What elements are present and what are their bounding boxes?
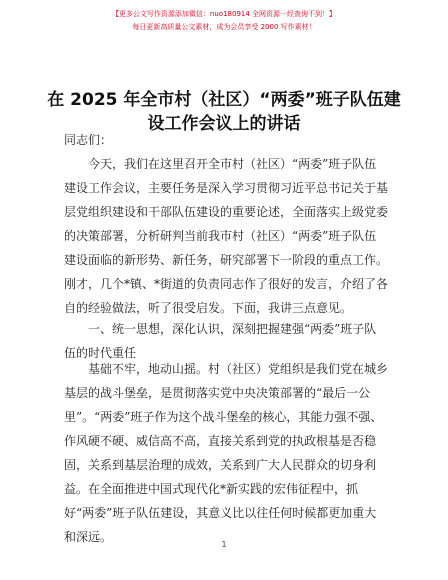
paragraph-1-line: 层党组织建设和干部队伍建设的重要论述，全面落实上级党委 — [64, 205, 389, 219]
section-heading-line: 一、统一思想，深化认识，深刻把握建强“两委”班子队 — [88, 322, 377, 336]
section-heading-line: 伍的时代重任 — [64, 346, 137, 360]
paragraph-1 — [64, 152, 394, 320]
paragraph-2 — [64, 357, 394, 549]
paragraph-2-line: 基层的战斗堡垒，是贯彻落实党中央决策部署的“最后一公 — [64, 386, 371, 400]
paragraph-2-line: 和深远。 — [64, 530, 113, 544]
paragraph-1-line: 建设面临的新形势、新任务，研究部署下一阶段的重点工作。 — [64, 253, 389, 267]
paragraph-2-line: 基础不牢，地动山摇。村（社区）党组织是我们党在城乡 — [88, 362, 389, 376]
paragraph-2-line: 固，关系到基层治理的成效，关系到广大人民群众的切身利 — [64, 458, 377, 472]
paragraph-1-line: 自的经验做法，听了很受启发。下面，我讲三点意见。 — [64, 301, 353, 315]
paragraph-2-line: 好“两委”班子队伍建设，其意义比以往任何时候都更加重大 — [64, 506, 377, 520]
paragraph-1-line: 刚才，几个*镇、*街道的负责同志作了很好的发言，介绍了各 — [64, 277, 389, 291]
greeting: 同志们： — [64, 133, 113, 147]
paragraph-2-line: 益。在全面推进中国式现代化*新实践的宏伟征程中，抓 — [64, 482, 359, 496]
paragraph-2-line: 里”。“两委”班子作为这个战斗堡垒的核心，其能力强不强、 — [64, 410, 383, 424]
title-line-1: 在 2025 年全市村（社区）“两委”班子队伍建 — [47, 90, 401, 110]
title-line-2: 设工作会议上的讲话 — [147, 114, 301, 134]
banner-line-2: 每日更新高质量公文素材，成为会员享受 2000 写作素材！ — [132, 23, 316, 31]
paragraph-1-line: 建设工作会议，主要任务是深入学习贯彻习近平总书记关于基 — [64, 181, 389, 195]
paragraph-1-line: 今天，我们在这里召开全市村（社区）“两委”班子队伍 — [88, 157, 377, 171]
paragraph-2-line: 作风硬不硬、威信高不高，直接关系到党的执政根基是否稳 — [64, 434, 377, 448]
banner-line-1: 【更多公文写作资源添加微信：nuo180914 全网资源一经查询不到！】 — [111, 10, 337, 18]
promo-banner — [0, 8, 448, 34]
paragraph-1-line: 的决策部署，分析研判当前我市村（社区）“两委”班子队伍 — [64, 229, 377, 243]
page-number: 1 — [221, 540, 227, 549]
